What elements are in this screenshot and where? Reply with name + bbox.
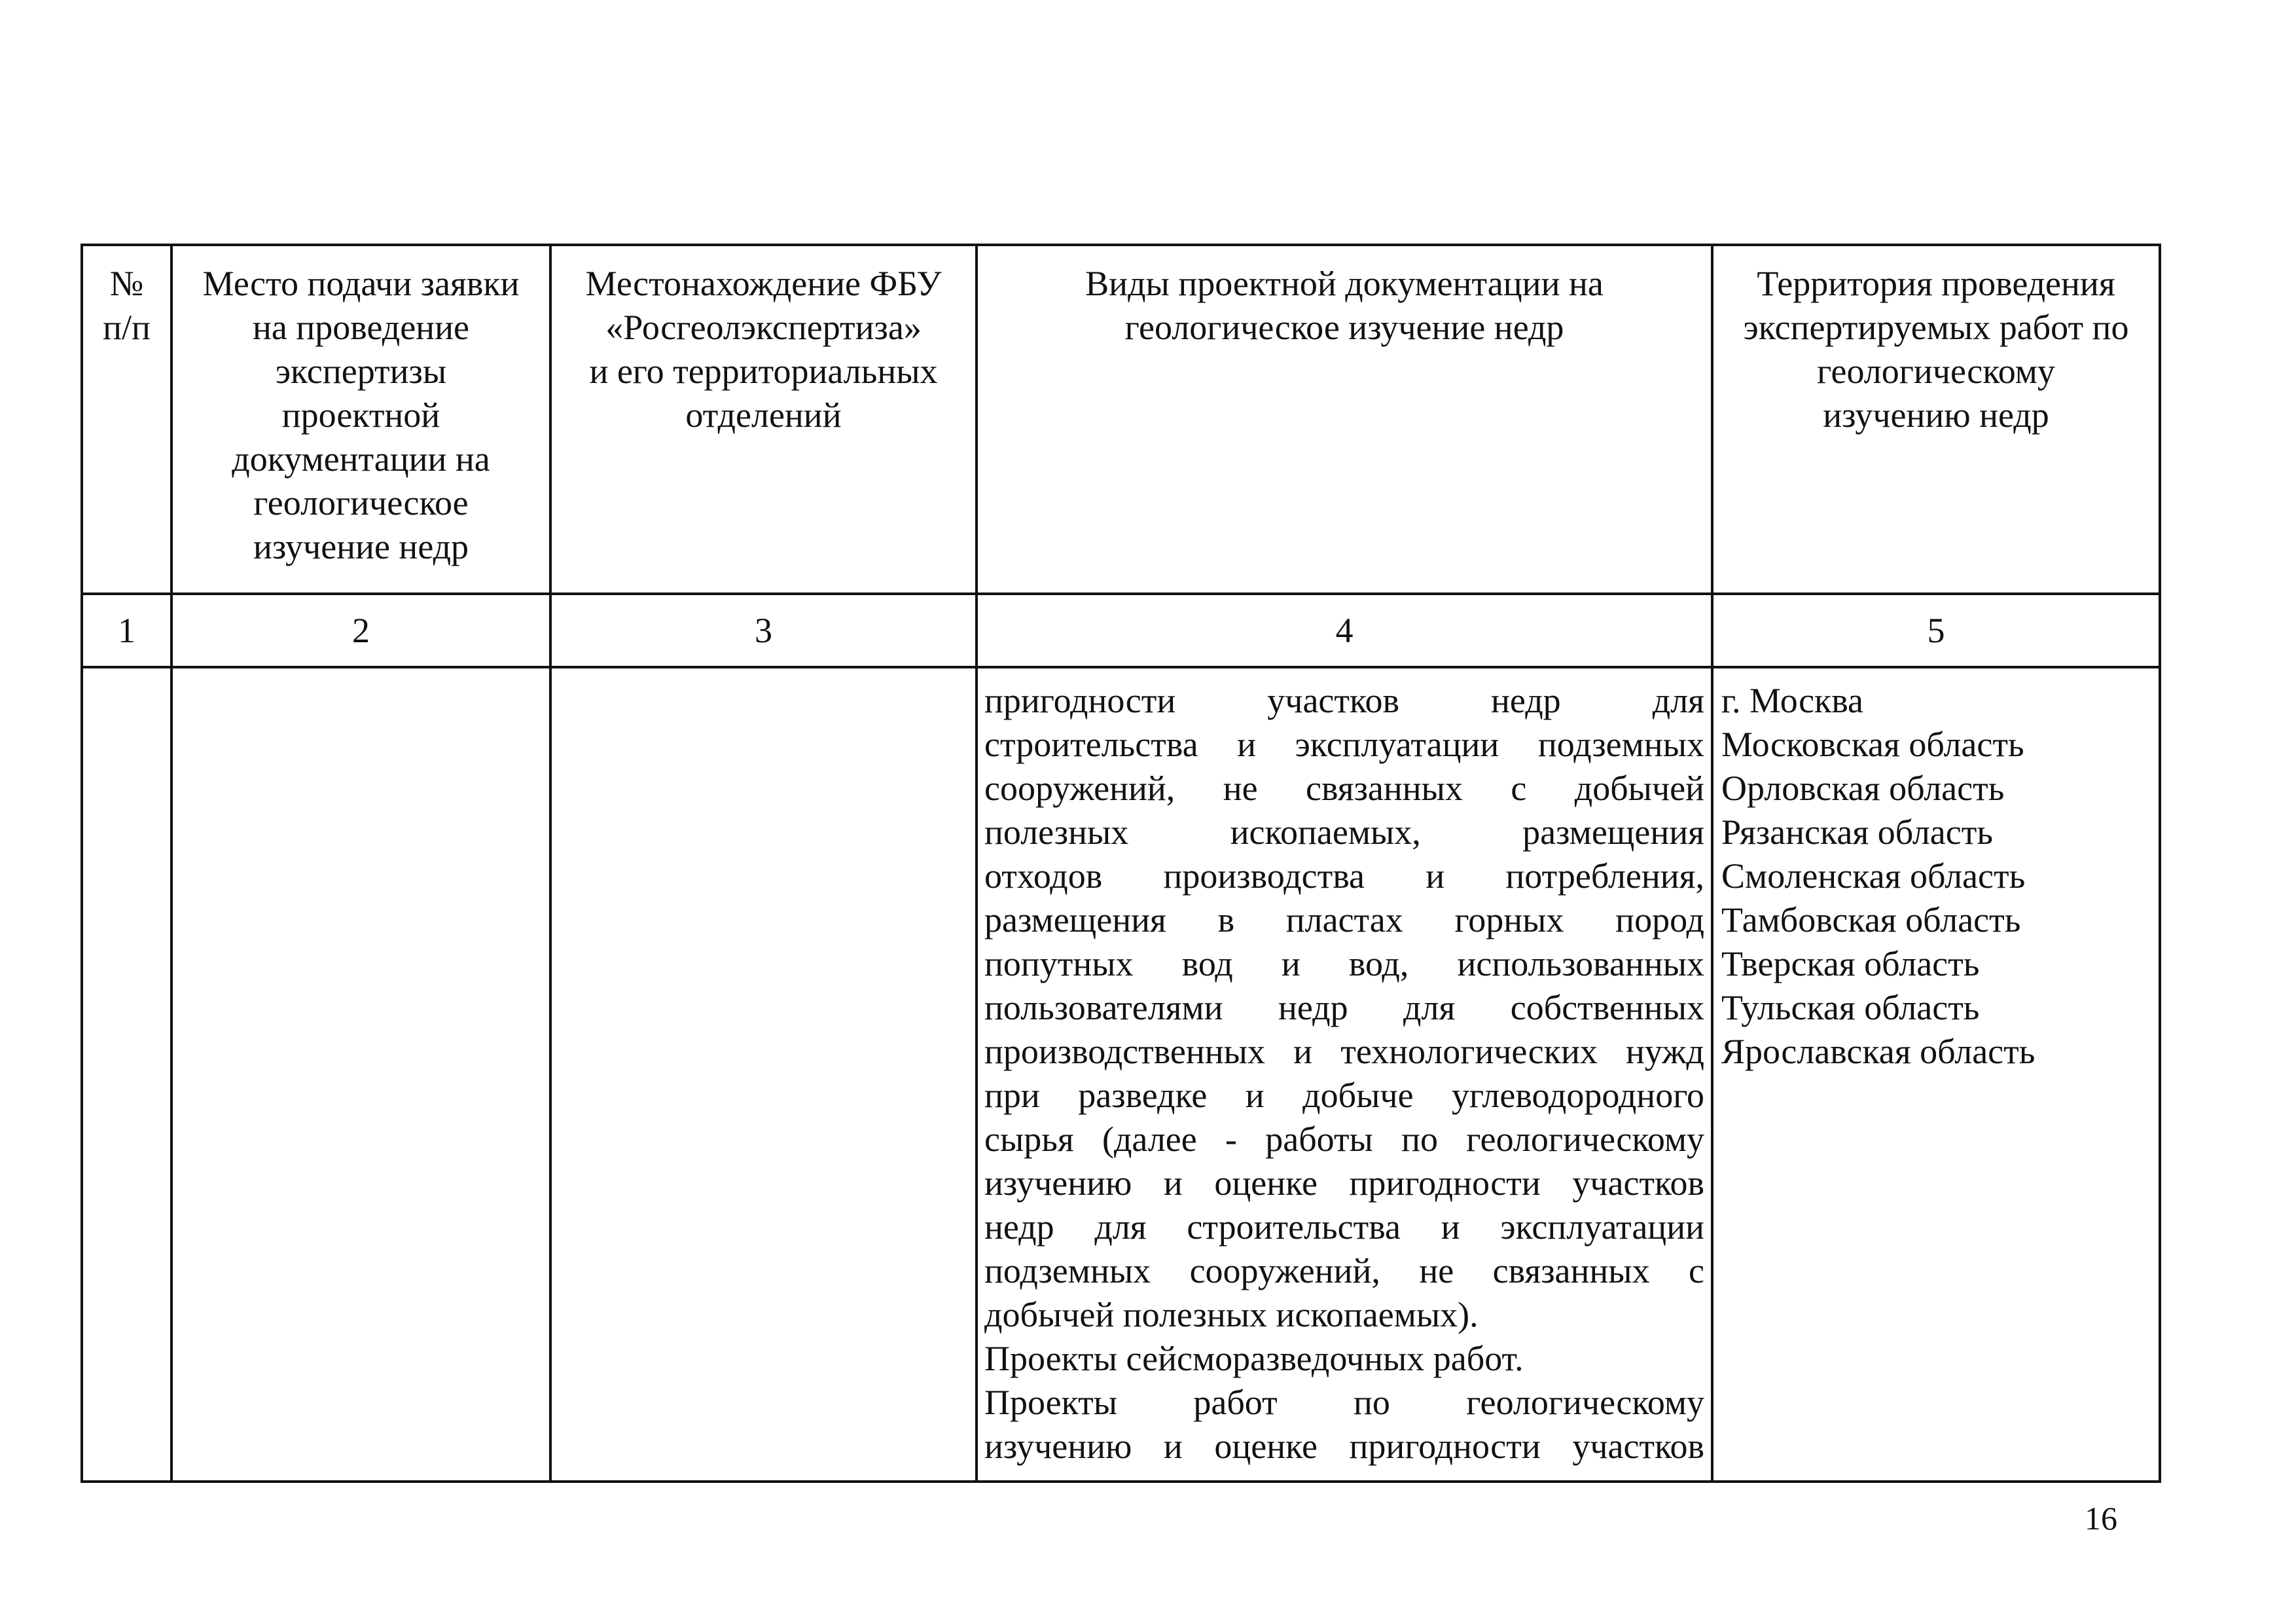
cell-document-types <box>977 667 1712 1482</box>
region-item: г. Москва <box>1721 681 1864 720</box>
region-item: Ярославская область <box>1721 1032 2036 1071</box>
document-types-line: отходов производства и потребления, <box>984 856 1704 896</box>
header-cell-location: Местонахождение ФБУ «Росгеолэкспертиза» и его территориальных отделений <box>550 245 977 594</box>
header-cell-document-types: Виды проектной документации на геологическое изучение недр <box>977 245 1712 594</box>
document-types-line: сырья (далее - работы по геологическому <box>984 1120 1704 1159</box>
region-item: Рязанская область <box>1721 812 1993 852</box>
document-types-line: пользователями недр для собственных <box>984 988 1704 1027</box>
document-types-line: добычей полезных ископаемых). <box>984 1295 1479 1334</box>
column-number-cell: 2 <box>171 594 550 667</box>
cell-territory <box>1712 667 2160 1482</box>
region-item: Смоленская область <box>1721 856 2026 896</box>
document-table <box>81 244 2161 1483</box>
column-number-cell: 1 <box>82 594 171 667</box>
column-number-row <box>82 594 2160 667</box>
region-item: Тульская область <box>1721 988 1980 1027</box>
column-number-cell: 4 <box>977 594 1712 667</box>
header-cell-territory: Территория проведения экспертируемых работ по геологическому изучению недр <box>1712 245 2160 594</box>
regions-list <box>1713 668 2159 1074</box>
header-cell-application-place: Место подачи заявки на проведение экспертизы проектной документации на геологическое изучение недр <box>171 245 550 594</box>
document-types-line: сооружений, не связанных с добычей <box>984 769 1704 808</box>
document-types-line: производственных и технологических нужд <box>984 1032 1704 1071</box>
document-types-line: полезных ископаемых, размещения <box>984 812 1704 852</box>
region-item: Тверская область <box>1721 944 1980 983</box>
document-types-line: пригодности участков недр для <box>984 681 1704 720</box>
document-types-line: недр для строительства и эксплуатации <box>984 1207 1704 1247</box>
document-types-line: Проекты сейсморазведочных работ. <box>984 1339 1524 1378</box>
region-item: Орловская область <box>1721 769 2005 808</box>
document-types-text <box>978 668 1711 1468</box>
document-types-line: строительства и эксплуатации подземных <box>984 725 1704 764</box>
document-types-line: попутных вод и вод, использованных <box>984 944 1704 983</box>
region-item: Московская область <box>1721 725 2024 764</box>
document-types-line: Проекты работ по геологическому <box>984 1383 1704 1422</box>
document-types-line: размещения в пластах горных пород <box>984 900 1704 939</box>
table-header-row <box>82 245 2160 594</box>
cell-number <box>82 667 171 1482</box>
region-item: Тамбовская область <box>1721 900 2021 939</box>
document-types-line: изучению и оценке пригодности участков <box>984 1427 1704 1466</box>
column-number-cell: 3 <box>550 594 977 667</box>
page-number: 16 <box>2085 1500 2117 1537</box>
document-types-line: изучению и оценке пригодности участков <box>984 1163 1704 1203</box>
header-cell-number: № п/п <box>82 245 171 594</box>
document-types-line: при разведке и добыче углеводородного <box>984 1076 1704 1115</box>
cell-location <box>550 667 977 1482</box>
table-row <box>82 667 2160 1482</box>
document-types-line: подземных сооружений, не связанных с <box>984 1251 1704 1290</box>
column-number-cell: 5 <box>1712 594 2160 667</box>
cell-application-place <box>171 667 550 1482</box>
